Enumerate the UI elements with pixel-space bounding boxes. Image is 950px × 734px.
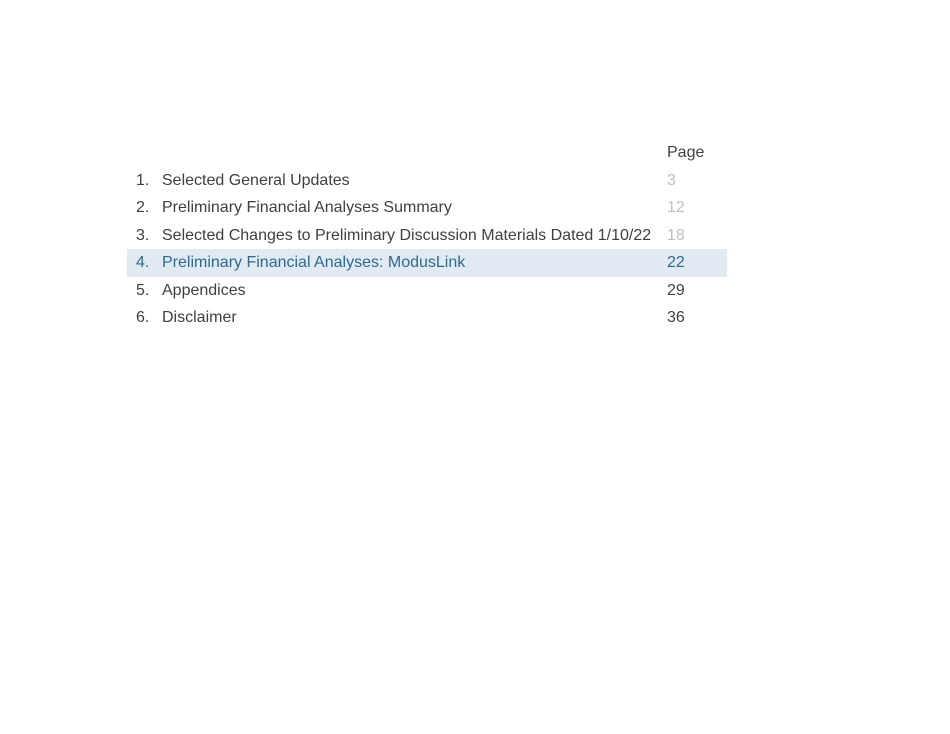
toc-item-disclaimer[interactable]: [127, 304, 727, 331]
toc-item-page: 3: [667, 172, 676, 189]
toc-item-number: 6.: [136, 308, 150, 326]
toc-item-preliminary-financial-analyses-moduslink[interactable]: [127, 249, 727, 276]
toc-item-title: Selected Changes to Preliminary Discussion Materials Dated 1/10/22: [162, 226, 652, 244]
toc-item-page: 22: [667, 254, 685, 272]
toc-item-title: Selected General Updates: [162, 172, 350, 189]
toc-item-appendices[interactable]: [127, 277, 727, 304]
toc-item-title: Preliminary Financial Analyses Summary: [162, 199, 452, 217]
toc-item-number: 1.: [136, 172, 150, 189]
toc-item-number: 2.: [136, 199, 150, 217]
toc-item-title: Preliminary Financial Analyses: ModusLink: [162, 254, 466, 272]
toc-item-page: 18: [667, 226, 685, 244]
toc-item-page: 12: [667, 199, 685, 217]
toc-header: [127, 139, 727, 167]
toc-item-number: 3.: [136, 226, 150, 244]
toc-item-title: Disclaimer: [162, 308, 237, 326]
toc-item-title: Appendices: [162, 281, 246, 299]
toc-item-page: 29: [667, 281, 685, 299]
toc-item-selected-changes[interactable]: [127, 222, 727, 249]
toc-item-preliminary-financial-analyses-summary[interactable]: [127, 194, 727, 221]
toc-item-page: 36: [667, 308, 685, 326]
toc-item-number: 4.: [136, 254, 150, 272]
table-of-contents: [127, 139, 727, 331]
toc-item-selected-general-updates[interactable]: [127, 167, 727, 194]
toc-item-number: 5.: [136, 281, 150, 299]
page-column-heading: Page: [667, 144, 705, 161]
